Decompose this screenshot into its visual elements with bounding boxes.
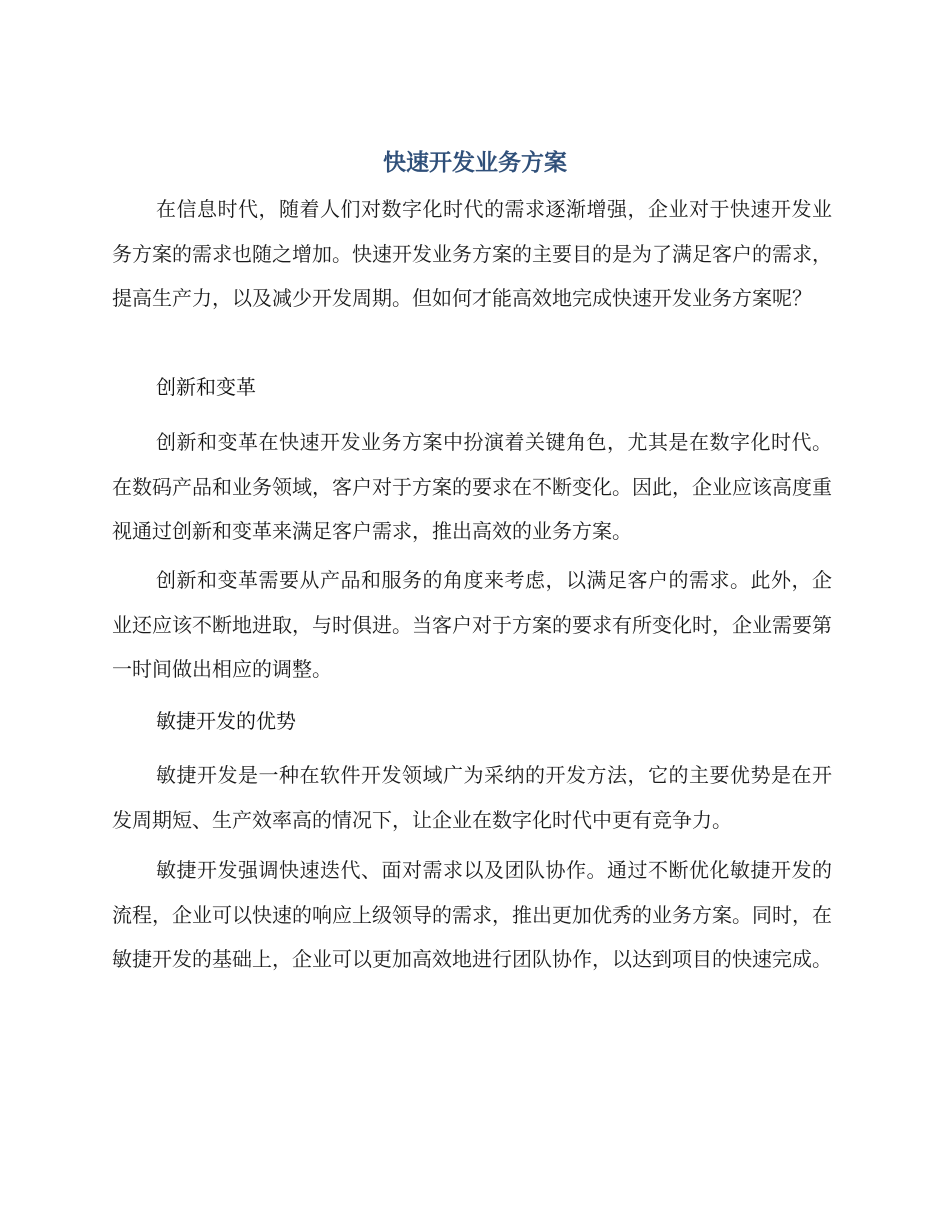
section-agile-paragraph-2: 敏捷开发强调快速迭代、面对需求以及团队协作。通过不断优化敏捷开发的流程，企业可以快速的响应上级领导的需求，推出更加优秀的业务方案。同时，在敏捷开发的基础上，企业可以更加高效地进行团队协作，以达到项目的快速完成。 <box>112 858 832 971</box>
document-title: 快速开发业务方案 <box>383 150 567 176</box>
section-heading-agile: 敏捷开发的优势 <box>156 709 296 733</box>
section-agile-paragraph-1: 敏捷开发是一种在软件开发领域广为采纳的开发方法，它的主要优势是在开发周期短、生产效率高的情况下，让企业在数字化时代中更有竞争力。 <box>112 763 832 832</box>
intro-paragraph: 在信息时代，随着人们对数字化时代的需求逐渐增强，企业对于快速开发业务方案的需求也随之增加。快速开发业务方案的主要目的是为了满足客户的需求，提高生产力，以及减少开发周期。但如何才能高效地完成快速开发业务方案呢？ <box>112 197 832 310</box>
section-heading-innovation: 创新和变革 <box>156 375 256 399</box>
section-innovation-paragraph-1: 创新和变革在快速开发业务方案中扮演着关键角色，尤其是在数字化时代。在数码产品和业务领域，客户对于方案的要求在不断变化。因此，企业应该高度重视通过创新和变革来满足客户需求，推出高效的业务方案。 <box>112 430 832 543</box>
section-innovation-paragraph-2: 创新和变革需要从产品和服务的角度来考虑，以满足客户的需求。此外，企业还应该不断地进取，与时俱进。当客户对于方案的要求有所变化时，企业需要第一时间做出相应的调整。 <box>112 568 832 681</box>
